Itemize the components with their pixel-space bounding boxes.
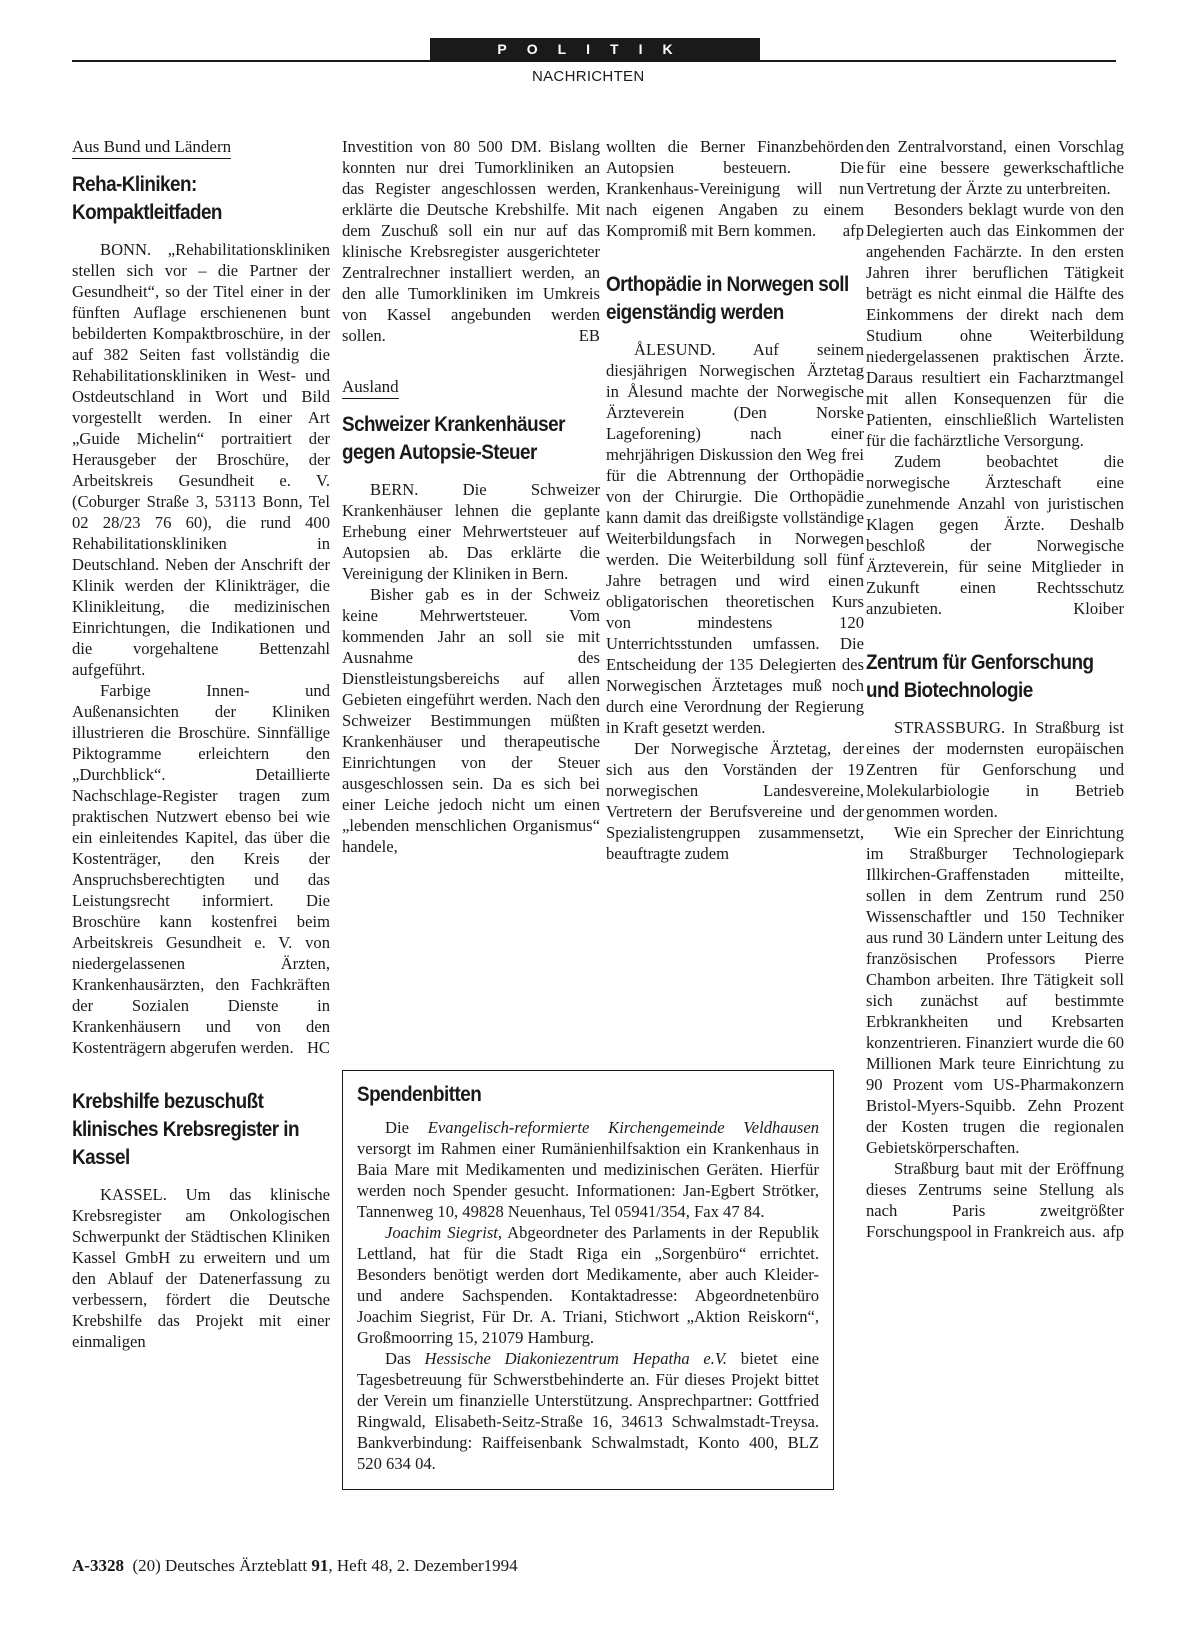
subsection-label: NACHRICHTEN xyxy=(532,68,645,85)
column-3 xyxy=(606,136,864,864)
paragraph: Die Evangelisch-reformierte Kirchengemeinde Veldhausen versorgt im Rahmen einer Rumänienhilfsaktion ein Krankenhaus in Baia Mare mit Medikamenten und medizinischen Geräten. Hierfür werden noch Spender gesucht. Informationen: Jan-Egbert Strötker, Tannenweg 10, 49828 Neuenhaus, Tel 05941/354, Fax 47 84. xyxy=(357,1118,819,1221)
headline-genforschung: Zentrum für Genforschung und Biotechnologie xyxy=(866,651,1094,702)
paragraph: ÅLESUND. Auf seinem diesjährigen Norwegischen Ärztetag in Ålesund machte der Norwegische Ärzteverein (Den Norske Lageforening) nach einer mehrjährigen Diskussion den Weg frei für die Abtrennung der Orthopädie von der Chirurgie. Die Orthopädie kann damit das dreißigste vollständige Weiterbildungsfach in Norwegen werden. Die Weiterbildung soll fünf Jahre betragen und wird einen obligatorischen theoretischen Kurs von mindestens 120 Unterrichtsstunden umfassen. Die Entscheidung der 135 Delegierten des Norwegischen Ärztetages muß noch durch eine Verordnung der Regierung in Kraft gesetzt werden. xyxy=(606,340,864,737)
issue-date: , Heft 48, 2. Dezember1994 xyxy=(328,1556,518,1575)
paragraph: Der Norwegische Ärztetag, der sich aus den Vorständen der 19 norwegischen Landesvereine, Vertretern der Berufsvereine und der Spezialistengruppen zusammensetzt, beauftragte zudem xyxy=(606,739,864,863)
headline-reha: Reha-Kliniken: Kompaktleitfaden xyxy=(72,173,222,224)
paragraph: Besonders beklagt wurde von den Delegierten auch das Einkommen der angehenden Fachärzte. In den ersten Jahren ihrer beruflichen Tätigkeit beträgt es nicht einmal die Hälfte des Einkommens der direkt nach dem Studium ohne Weiterbildung niedergelassenen praktischen Ärzte. Daraus resultiert ein Facharztmangel mit allen Konsequenzen für die Patienten, einschließlich Wartelisten für die fachärztliche Versorgung. xyxy=(866,200,1124,450)
headline-schweiz: Schweizer Krankenhäuser gegen Autopsie-Steuer xyxy=(342,413,565,464)
paragraph: STRASSBURG. In Straßburg ist eines der modernsten europäischen Zentren für Genforschung und Molekularbiologie in Betrieb genommen worden. xyxy=(866,718,1124,821)
rubric-foreign: Ausland xyxy=(342,376,399,399)
paragraph: Straßburg baut mit der Eröffnung dieses Zentrums seine Stellung als nach Paris zweitgrößter Forschungspool in Frankreich aus. afp xyxy=(866,1159,1124,1241)
paragraph: wollten die Berner Finanzbehörden Autopsien besteuern. Die Krankenhaus-Vereinigung will nun nach eigenen Angaben zu einem Kompromiß mit Bern kommen. afp xyxy=(606,137,864,240)
author-sign: afp xyxy=(842,221,864,240)
paragraph: Zudem beobachtet die norwegische Ärzteschaft eine zunehmende Anzahl von juristischen Klagen gegen Ärzte. Deshalb beschloß der Norwegische Ärzteverein, für seine Mitglieder in Zukunft einen Rechtsschutz anzubieten. Kloiber xyxy=(866,452,1124,618)
column-4 xyxy=(866,136,1124,1242)
paragraph: Farbige Innen- und Außenansichten der Kliniken illustrieren die Broschüre. Sinnfällige Piktogramme erleichtern den „Durchblick“. Detaillierte Nachschlage-Register tragen zum praktischen Nutzwert ebenso bei wie ein einleitendes Kapitel, das über die Kostenträger, den Kreis der Anspruchsberechtigten und das Leistungsrecht informiert. Die Broschüre kann kostenfrei beim Arbeitskreis Gesundheit e. V. von niedergelassenen Ärzten, Krankenhausärzten, den Fachkräften der Sozialen Dienste in Krankenhäusern und von den Kostenträgern abgerufen werden. HC xyxy=(72,681,330,1057)
journal-name: (20) Deutsches Ärzteblatt xyxy=(132,1556,308,1575)
headline-krebshilfe: Krebshilfe bezuschußt klinisches Krebsregister in Kassel xyxy=(72,1090,300,1169)
section-label: POLITIK xyxy=(430,38,760,60)
author-sign: afp xyxy=(1102,1222,1124,1241)
column-1 xyxy=(72,136,330,1352)
rubric-domestic: Aus Bund und Ländern xyxy=(72,136,231,159)
paragraph: KASSEL. Um das klinische Krebsregister am Onkologischen Schwerpunkt der Städtischen Kliniken Kassel GmbH zu erweitern und um den Ablauf der Datenerfassung zu verbessern, fördert die Deutsche Krebshilfe das Projekt mit einer einmaligen xyxy=(72,1185,330,1351)
paragraph: Investition von 80 500 DM. Bislang konnten nur drei Tumorkliniken an das Register angeschlossen werden, erklärte die Deutsche Krebshilfe. Mit dem Zuschuß soll ein nur auf das klinische Krebsregister ausgerichteter Zentralrechner installiert werden, an den alle Tumorkliniken im Umkreis von Kassel angebunden werden sollen. EB xyxy=(342,137,600,345)
paragraph: Das Hessische Diakoniezentrum Hepatha e.V. bietet eine Tagesbetreuung für Schwerstbehinderte an. Für dieses Projekt bittet der Verein um finanzielle Unterstützung. Ansprechpartner: Gottfried Ringwald, Elisabeth-Seitz-Straße 16, 34613 Schwalmstadt-Treysa. Bankverbindung: Raiffeisenbank Schwalmstadt, Konto 400, BLZ 520 634 04. xyxy=(357,1349,819,1473)
headline-orthopaedie: Orthopädie in Norwegen soll eigenständig werden xyxy=(606,273,849,324)
volume-number: 91 xyxy=(311,1556,329,1575)
donation-box xyxy=(342,1070,834,1490)
header-rule xyxy=(72,60,1116,62)
paragraph: Wie ein Sprecher der Einrichtung im Straßburger Technologiepark Illkirchen-Graffenstaden mitteilte, sollen in dem Zentrum rund 250 Wissenschaftler und 150 Techniker aus rund 30 Ländern unter Leitung des französischen Professors Pierre Chambon arbeiten. Ihre Tätigkeit soll sich zunächst auf bestimmte Erbkrankheiten und Krebsarten konzentrieren. Finanziert wurde die 60 Millionen Mark teure Einrichtung zu 90 Prozent vom US-Pharmakonzern Bristol-Myers-Squibb. Zehn Prozent der Kosten trugen die regionalen Gebietskörperschaften. xyxy=(866,823,1124,1157)
author-sign: EB xyxy=(578,326,600,345)
column-2 xyxy=(342,136,600,857)
paragraph: den Zentralvorstand, einen Vorschlag für eine bessere gewerkschaftliche Vertretung der Ärzte zu unterbreiten. xyxy=(866,137,1124,198)
paragraph: BERN. Die Schweizer Krankenhäuser lehnen die geplante Erhebung einer Mehrwertsteuer auf Autopsien ab. Das erklärte die Vereinigung der Kliniken in Bern. xyxy=(342,480,600,583)
headline-spendenbitten: Spendenbitten xyxy=(357,1083,482,1106)
page-number: A-3328 xyxy=(72,1556,124,1575)
paragraph: Bisher gab es in der Schweiz keine Mehrwertsteuer. Vom kommenden Jahr an soll sie mit Ausnahme des Dienstleistungsbereichs auf allen Gebieten eingeführt werden. Nach den Schweizer Bestimmungen müßten Krankenhäuser und therapeutische Einrichtungen von der Steuer ausgeschlossen sein. Da es sich bei einer Leiche jedoch nicht um einen „lebenden menschlichen Organismus“ handele, xyxy=(342,585,600,856)
author-sign: HC xyxy=(306,1038,330,1057)
paragraph: BONN. „Rehabilitationskliniken stellen sich vor – die Partner der Gesundheit“, so der Titel einer in der fünften Auflage erschienenen bunt bebilderten Kompaktbroschüre, in der auf 382 Seiten fast vollständig die Rehabilitationskliniken in West- und Ostdeutschland in Wort und Bild vorgestellt werden. In einer Art „Guide Michelin“ portraitiert der Herausgeber der Broschüre, der Arbeitskreis Gesundheit e. V. (Coburger Straße 3, 53113 Bonn, Tel 02 28/23 76 60), die rund 400 Rehabilitationskliniken in Deutschland. Neben der Anschrift der Klinik werden der Klinikträger, die Klinikleitung, die medizinischen Einrichtungen, die Indikationen und die vorgehaltene Bettenzahl aufgeführt. xyxy=(72,240,330,679)
author-sign: Kloiber xyxy=(1073,599,1124,618)
paragraph: Joachim Siegrist, Abgeordneter des Parlaments in der Republik Lettland, hat für die Stadt Riga ein „Sorgenbüro“ errichtet. Besonders benötigt werden dort Medikamente, aber auch Kleider- und andere Sachspenden. Kontaktadresse: Abgeordnetenbüro Joachim Siegrist, Für Dr. A. Triani, Stichwort „Aktion Reiskorn“, Großmoorring 15, 21079 Hamburg. xyxy=(357,1223,819,1347)
page-footer xyxy=(72,1556,518,1576)
